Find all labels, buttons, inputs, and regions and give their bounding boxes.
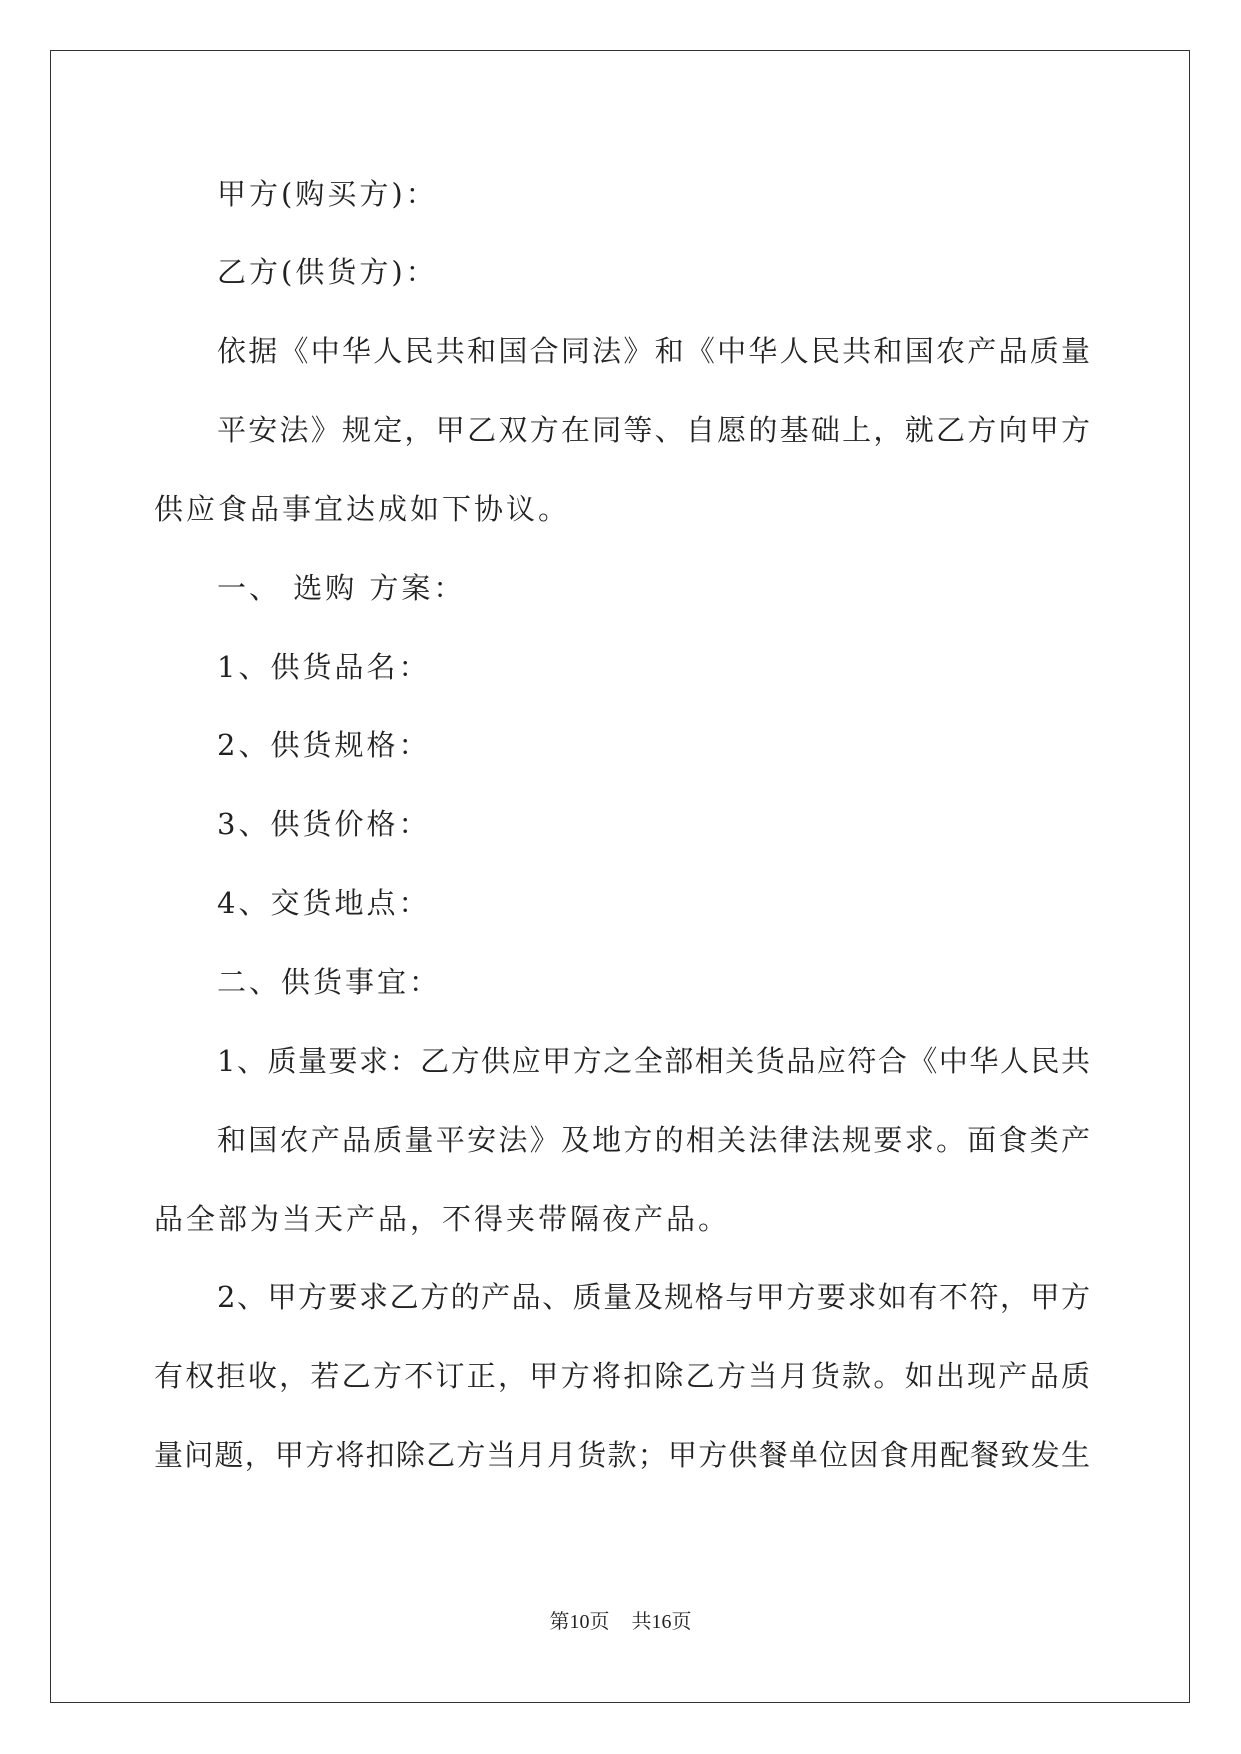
- paragraph-line: 供应食品事宜达成如下协议。: [154, 492, 571, 526]
- section-heading: 一、 选购 方案：: [217, 571, 466, 605]
- page-number: 第10页: [549, 1611, 610, 1633]
- list-item: 3、供货价格：: [217, 807, 431, 841]
- page-total: 共16页: [631, 1611, 692, 1633]
- list-item: 2、供货规格：: [217, 728, 431, 762]
- paragraph-line: 品全部为当天产品，不得夹带隔夜产品。: [154, 1202, 731, 1236]
- list-item: 1、供货品名：: [217, 650, 431, 684]
- paragraph-line: 有权拒收，若乙方不订正，甲方将扣除乙方当月货款。如出现产品质: [154, 1359, 1090, 1393]
- party-a-line: 甲方(购买方)：: [217, 177, 438, 211]
- paragraph-line: 1、质量要求：乙方供应甲方之全部相关货品应符合《中华人民共: [217, 1044, 1090, 1078]
- party-b-line: 乙方(供货方)：: [217, 255, 438, 289]
- paragraph-line: 和国农产品质量平安法》及地方的相关法律法规要求。面食类产: [217, 1123, 1090, 1157]
- list-item: 4、交货地点：: [217, 886, 431, 920]
- paragraph-line: 平安法》规定，甲乙双方在同等、自愿的基础上，就乙方向甲方: [217, 413, 1090, 447]
- paragraph-line: 量问题，甲方将扣除乙方当月月货款；甲方供餐单位因食用配餐致发生: [154, 1438, 1090, 1472]
- section-heading: 二、供货事宜：: [217, 965, 442, 999]
- page-footer: [0, 1609, 1241, 1635]
- paragraph-line: 2、甲方要求乙方的产品、质量及规格与甲方要求如有不符，甲方: [217, 1280, 1090, 1314]
- paragraph-line: 依据《中华人民共和国合同法》和《中华人民共和国农产品质量: [217, 334, 1090, 368]
